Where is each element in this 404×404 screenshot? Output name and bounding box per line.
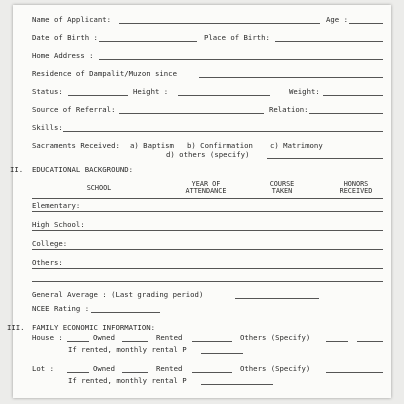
house-rented: Rented bbox=[156, 333, 183, 342]
referral-row bbox=[13, 103, 391, 117]
residence-field[interactable] bbox=[199, 77, 383, 78]
general-average-label: General Average : (Last grading period) bbox=[32, 290, 204, 299]
house-rented-blank[interactable] bbox=[122, 341, 148, 342]
address-row bbox=[13, 49, 391, 63]
residence-label: Residence of Dampalit/Muzon since bbox=[32, 69, 177, 78]
referral-field[interactable] bbox=[119, 113, 264, 114]
height-field[interactable] bbox=[178, 95, 270, 96]
col-honors-2: RECEIVED bbox=[339, 187, 373, 195]
weight-field[interactable] bbox=[323, 95, 383, 96]
lot-owned: Owned bbox=[93, 364, 115, 373]
sacraments-others-row bbox=[13, 148, 391, 162]
col-course-2: TAKEN bbox=[271, 187, 293, 195]
status-label: Status: bbox=[32, 87, 63, 96]
lot-label: Lot : bbox=[32, 364, 54, 373]
section-number-iii: III. bbox=[7, 323, 25, 332]
family-title: FAMILY ECONOMIC INFORMATION: bbox=[32, 323, 156, 332]
others-extra-line bbox=[32, 281, 383, 282]
sacrament-others: d) others (specify) bbox=[166, 150, 250, 159]
pob-field[interactable] bbox=[275, 41, 383, 42]
edu-row-elementary bbox=[13, 199, 391, 213]
height-label: Height : bbox=[133, 87, 169, 96]
lot-others: Others (Specify) bbox=[240, 364, 311, 373]
pob-label: Place of Birth: bbox=[204, 33, 270, 42]
house-rental-row bbox=[13, 343, 391, 357]
name-field[interactable] bbox=[119, 23, 320, 24]
col-years-1: YEAR OF bbox=[191, 180, 221, 188]
relation-label: Relation: bbox=[269, 105, 309, 114]
house-others-blank[interactable] bbox=[192, 341, 232, 342]
lot-others-blank[interactable] bbox=[192, 372, 232, 373]
applicant-name-row bbox=[13, 13, 391, 27]
dob-label: Date of Birth : bbox=[32, 33, 98, 42]
ncee-row bbox=[13, 302, 391, 316]
college-label: College: bbox=[32, 239, 68, 248]
dob-field[interactable] bbox=[99, 41, 197, 42]
college-field[interactable] bbox=[32, 249, 383, 250]
sacrament-baptism[interactable]: a) Baptism bbox=[130, 141, 174, 150]
house-others-field-2[interactable] bbox=[357, 341, 383, 342]
skills-label: Skills: bbox=[32, 123, 63, 132]
residence-row bbox=[13, 67, 391, 81]
col-years-2: ATTENDANCE bbox=[185, 187, 227, 195]
lot-rental-field[interactable] bbox=[201, 384, 273, 385]
high-school-label: High School: bbox=[32, 220, 85, 229]
house-if-rented: If rented, monthly rental P bbox=[68, 345, 187, 354]
high-school-field[interactable] bbox=[32, 230, 383, 231]
education-heading bbox=[10, 163, 391, 177]
name-label: Name of Applicant: bbox=[32, 15, 112, 24]
col-honors-1: HONORS bbox=[343, 180, 369, 188]
house-others-field[interactable] bbox=[326, 341, 348, 342]
birth-row bbox=[13, 31, 391, 45]
lot-owned-blank[interactable] bbox=[67, 372, 89, 373]
col-course-1: COURSE bbox=[269, 180, 295, 188]
ncee-field[interactable] bbox=[91, 312, 160, 313]
referral-label: Source of Referral: bbox=[32, 105, 116, 114]
house-owned-blank[interactable] bbox=[67, 341, 89, 342]
skills-row bbox=[13, 121, 391, 135]
address-field[interactable] bbox=[99, 59, 383, 60]
lot-if-rented: If rented, monthly rental P bbox=[68, 376, 187, 385]
sacrament-confirmation[interactable]: b) Confirmation bbox=[187, 141, 253, 150]
house-owned: Owned bbox=[93, 333, 115, 342]
status-field[interactable] bbox=[68, 95, 128, 96]
sacrament-others-field[interactable] bbox=[267, 158, 383, 159]
sacrament-matrimony[interactable]: c) Matrimony bbox=[270, 141, 323, 150]
house-others: Others (Specify) bbox=[240, 333, 311, 342]
elementary-label: Elementary: bbox=[32, 201, 81, 210]
education-title: EDUCATIONAL BACKGROUND: bbox=[32, 165, 134, 174]
general-average-row bbox=[13, 288, 391, 302]
weight-label: Weight: bbox=[289, 87, 320, 96]
application-form-page bbox=[7, 5, 391, 398]
house-rental-field[interactable] bbox=[201, 353, 243, 354]
house-label: House : bbox=[32, 333, 63, 342]
status-row bbox=[13, 85, 391, 99]
age-field[interactable] bbox=[349, 23, 383, 24]
address-label: Home Address : bbox=[32, 51, 94, 60]
lot-others-field[interactable] bbox=[326, 372, 383, 373]
ncee-label: NCEE Rating : bbox=[32, 304, 90, 313]
section-number-ii: II. bbox=[10, 165, 24, 174]
age-label: Age : bbox=[326, 15, 348, 24]
lot-rental-row bbox=[13, 374, 391, 388]
lot-rented: Rented bbox=[156, 364, 183, 373]
relation-field[interactable] bbox=[309, 113, 383, 114]
sacraments-label: Sacraments Received: bbox=[32, 141, 120, 150]
edu-row-high-school bbox=[13, 218, 391, 232]
edu-row-others bbox=[13, 256, 391, 270]
skills-field[interactable] bbox=[63, 131, 383, 132]
others-label: Others: bbox=[32, 258, 63, 267]
col-school: SCHOOL bbox=[86, 184, 112, 192]
lot-rented-blank[interactable] bbox=[122, 372, 148, 373]
edu-row-college bbox=[13, 237, 391, 251]
others-field[interactable] bbox=[32, 268, 383, 269]
general-average-field[interactable] bbox=[235, 298, 319, 299]
elementary-field[interactable] bbox=[32, 211, 383, 212]
